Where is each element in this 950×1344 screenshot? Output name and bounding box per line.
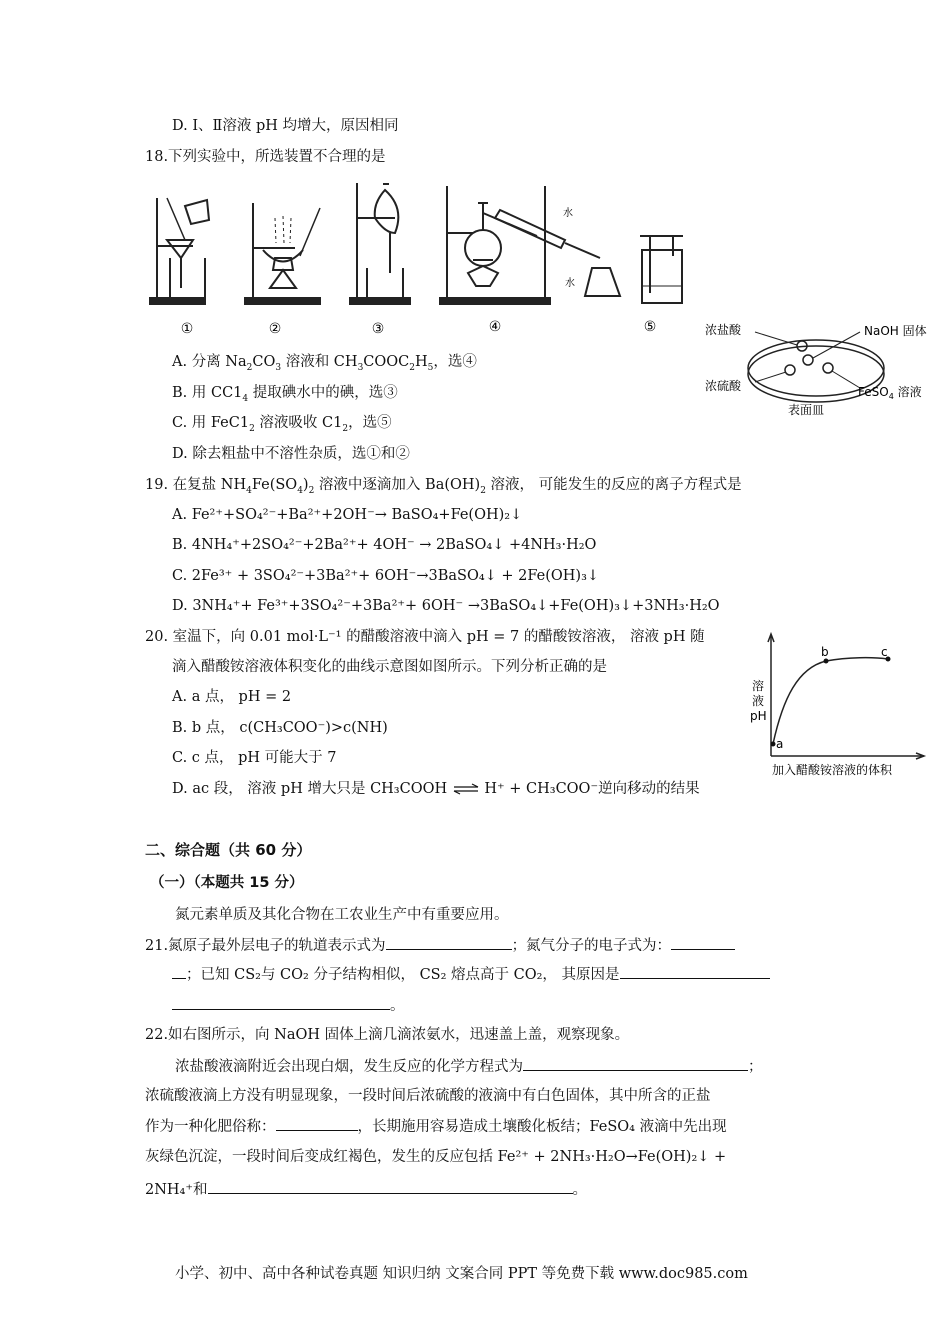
q21-line-2: ；已知 CS₂与 CO₂ 分子结构相似， CS₂ 熔点高于 CO₂， 其原因是 <box>172 964 770 985</box>
apparatus-evaporation-2 <box>245 203 320 304</box>
apparatus-separatory-funnel-3 <box>350 183 410 304</box>
q19-stem: 19. 在复盐 $NH_4Fe(SO_4)_2$ 溶液中逐滴加入 $Ba(OH)_2$ 溶液， 可能发生的反应的离子方程式是 <box>145 477 742 496</box>
answer-blank-q21-electron-formula-cont[interactable] <box>172 964 186 979</box>
q19-option-a: A. Fe²⁺+SO₄²⁻+Ba²⁺+2OH⁻→ BaSO₄+Fe(OH)₂↓ <box>172 507 523 523</box>
graph-xlabel: 加入醋酸铵溶液的体积 <box>772 763 893 777</box>
graph-label-c: c <box>881 645 888 659</box>
q22-line-6: 2NH₄⁺和 。 <box>145 1179 587 1200</box>
q22-line-2: 浓盐酸液滴附近会出现白烟，发生反应的化学方程式为 ； <box>175 1056 763 1077</box>
answer-blank-q21-orbital[interactable] <box>386 935 512 950</box>
answer-blank-q22-fertilizer-name[interactable] <box>276 1116 358 1131</box>
q18-option-a: A. 分离 $Na_2CO_3$ 溶液和 $CH_3COOC_2H_5$，选④ <box>172 354 477 373</box>
dish-label-conc-hcl: 浓盐酸 <box>705 323 742 337</box>
graph-point-b <box>824 659 829 664</box>
q20-option-b: B. b 点， c(CH₃COO⁻)>c(NH) <box>172 720 388 736</box>
graph-point-a <box>771 742 776 747</box>
page-footer: 小学、初中、高中各种试卷真题 知识归纳 文案合同 PPT 等免费下载 www.doc985.com <box>175 1266 748 1282</box>
section-2-part-1-title: （一）（本题共 15 分） <box>150 875 304 891</box>
apparatus-distillation-4 <box>440 186 620 304</box>
answer-blank-q21-reason[interactable] <box>620 964 770 979</box>
q21-line-1: 21.氮原子最外层电子的轨道表示式为 ；氮气分子的电子式为： <box>145 935 735 956</box>
apparatus-label-3: ③ <box>371 321 385 337</box>
graph-label-a: a <box>776 737 784 751</box>
q18-option-d: D. 除去粗盐中不溶性杂质，选①和② <box>172 446 410 462</box>
dish-label-feso4: FeSO$_4$ 溶液 <box>858 385 922 401</box>
apparatus-label-5: ⑤ <box>643 319 657 335</box>
answer-blank-q21-electron-formula[interactable] <box>671 935 735 950</box>
q21-line-3: 。 <box>172 995 405 1016</box>
q22-line-5: 灰绿色沉淀，一段时间后变成红褐色，发生的反应包括 Fe²⁺ + 2NH₃·H₂O→Fe(OH)₂↓ + <box>145 1149 727 1165</box>
section-2-intro: 氮元素单质及其化合物在工农业生产中有重要应用。 <box>175 907 509 923</box>
q18-option-c: C. 用 $FeC1_2$ 溶液吸收 $C1_2$，选⑤ <box>172 415 392 434</box>
q22-line-3: 浓硫酸液滴上方没有明显现象，一段时间后浓硫酸的液滴中有白色固体，其中所含的正盐 <box>145 1088 711 1104</box>
dish-label-conc-h2so4: 浓硫酸 <box>705 379 742 393</box>
q17-option-d: D. Ⅰ、Ⅱ溶液 pH 均增大，原因相同 <box>172 118 399 134</box>
q19-option-d: D. 3NH₄⁺+ Fe³⁺+3SO₄²⁻+3Ba²⁺+ 6OH⁻ →3BaSO₄↓+Fe(OH)₃↓+3NH₃·H₂O <box>172 598 720 614</box>
q20-option-c: C. c 点， pH 可能大于 7 <box>172 750 337 766</box>
apparatus-figure <box>145 178 690 343</box>
q22-line-4: 作为一种化肥俗称： ，长期施用容易造成土壤酸化板结；FeSO₄ 液滴中先出现 <box>145 1116 727 1137</box>
q18-option-b: B. 用 $CC1_4$ 提取碘水中的碘，选③ <box>172 385 398 404</box>
watch-glass-figure <box>700 318 935 423</box>
q18-stem: 18.下列实验中，所选装置不合理的是 <box>145 149 386 165</box>
apparatus-label-1: ① <box>180 321 194 337</box>
answer-blank-q22-equation[interactable] <box>523 1056 748 1071</box>
graph-label-b: b <box>821 645 829 659</box>
dish-label-naoh: NaOH 固体 <box>864 324 927 338</box>
dish-label-watch-glass: 表面皿 <box>788 403 825 417</box>
q20-option-d: D. ac 段， 溶液 pH 增大只是 CH₃COOH H⁺ + CH₃COO⁻逆向移动的结果 <box>172 781 700 797</box>
q20-stem-line2: 滴入醋酸铵溶液体积变化的曲线示意图如图所示。下列分析正确的是 <box>172 659 607 675</box>
q22-line-1: 22.如右图所示，向 NaOH 固体上滴几滴浓氨水，迅速盖上盖，观察现象。 <box>145 1027 630 1043</box>
equilibrium-arrow-icon <box>452 783 480 795</box>
graph-ylabel-2: 液 <box>752 694 765 708</box>
graph-ylabel-3: pH <box>750 709 767 723</box>
answer-blank-q22-reaction[interactable] <box>208 1179 573 1194</box>
ph-curve <box>773 658 888 744</box>
ph-curve-graph <box>748 628 930 780</box>
water-in-label: 水 <box>565 278 575 289</box>
graph-ylabel-1: 溶 <box>752 679 765 693</box>
apparatus-filtration-1 <box>150 198 209 304</box>
water-out-label: 水 <box>563 208 573 219</box>
answer-blank-q21-reason-cont[interactable] <box>172 995 390 1010</box>
apparatus-label-2: ② <box>268 321 282 337</box>
q20-stem-line1: 20. 室温下，向 0.01 mol·L⁻¹ 的醋酸溶液中滴入 pH = 7 的醋酸铵溶液， 溶液 pH 随 <box>145 629 705 645</box>
q19-option-c: C. 2Fe³⁺ + 3SO₄²⁻+3Ba²⁺+ 6OH⁻→3BaSO₄↓ + 2Fe(OH)₃↓ <box>172 568 600 584</box>
q20-option-a: A. a 点， pH = 2 <box>172 689 292 705</box>
q19-option-b: B. 4NH₄⁺+2SO₄²⁻+2Ba²⁺+ 4OH⁻ → 2BaSO₄↓ +4NH₃·H₂O <box>172 537 597 553</box>
section-2-title: 二、综合题（共 60 分） <box>145 841 312 859</box>
apparatus-gas-bottle-5 <box>640 236 683 303</box>
apparatus-label-4: ④ <box>488 319 502 335</box>
